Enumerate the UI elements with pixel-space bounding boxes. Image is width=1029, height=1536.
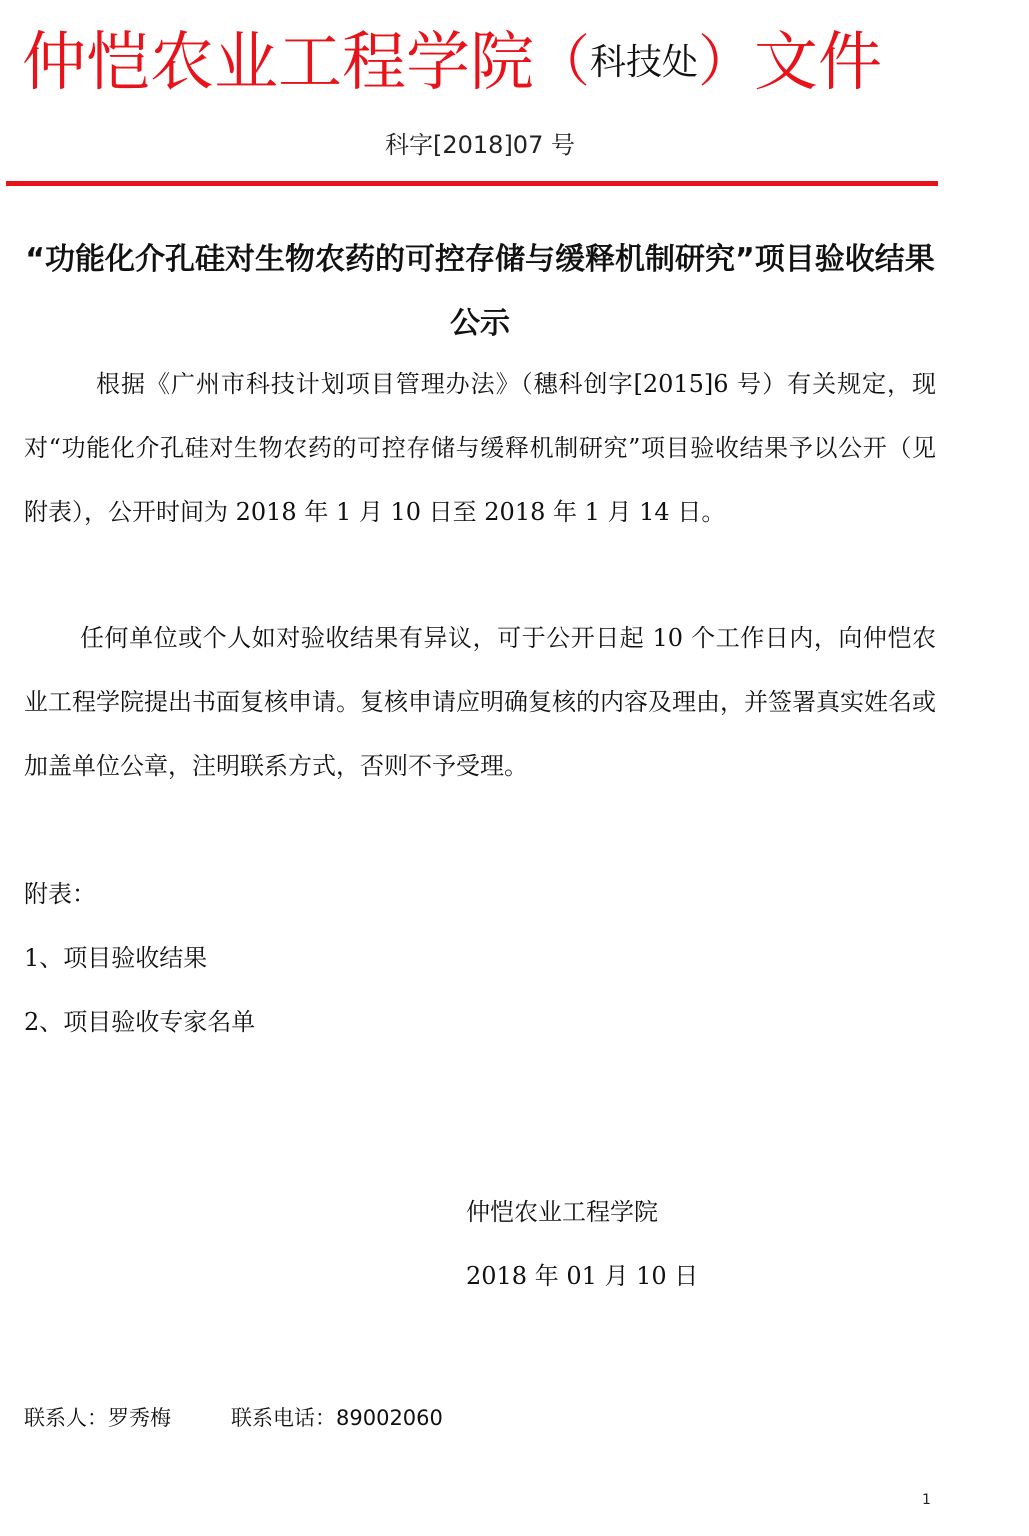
contact-person: 罗秀梅 [108, 1406, 171, 1430]
appendix-label: 附表： [24, 880, 96, 908]
page-number: 1 [922, 1492, 931, 1508]
signature-date: 2018 年 01 月 10 日 [466, 1262, 699, 1290]
red-divider-line [6, 181, 938, 186]
appendix-item: 2、项目验收专家名单 [24, 1008, 256, 1036]
contact-person-label: 联系人： [24, 1406, 108, 1430]
signature-organization: 仲恺农业工程学院 [466, 1198, 658, 1226]
contact-phone: 89002060 [336, 1406, 443, 1430]
body-paragraph-2: 任何单位或个人如对验收结果有异议，可于公开日起 10 个工作日内，向仲恺农业工程学院提出书面复核申请。复核申请应明确复核的内容及理由，并签署真实姓名或加盖单位公章，注明联系方式，否则不予受理。 [24, 624, 936, 780]
document-number: 科字[2018]07 号 [385, 131, 575, 159]
letterhead-institution: 仲恺农业工程学院 [22, 26, 534, 100]
document-title: “功能化介孔硅对生物农药的可控存储与缓释机制研究”项目验收结果公示 [25, 242, 935, 341]
contact-info [24, 1398, 924, 1438]
letterhead [22, 18, 982, 108]
appendix-item: 1、项目验收结果 [24, 944, 208, 972]
body-paragraph-1: 根据《广州市科技计划项目管理办法》（穗科创字[2015]6 号）有关规定，现对“功能化介孔硅对生物农药的可控存储与缓释机制研究”项目验收结果予以公开（见附表），公开时间为 2018 年 1 月 10 日至 2018 年 1 月 14 日。 [24, 370, 936, 526]
letterhead-paren-close: ） [698, 30, 755, 95]
letterhead-department: 科技处 [590, 42, 699, 83]
letterhead-paren-open: （ [534, 30, 590, 95]
letterhead-suffix: 文件 [754, 26, 883, 100]
contact-phone-label: 联系电话： [231, 1406, 336, 1430]
